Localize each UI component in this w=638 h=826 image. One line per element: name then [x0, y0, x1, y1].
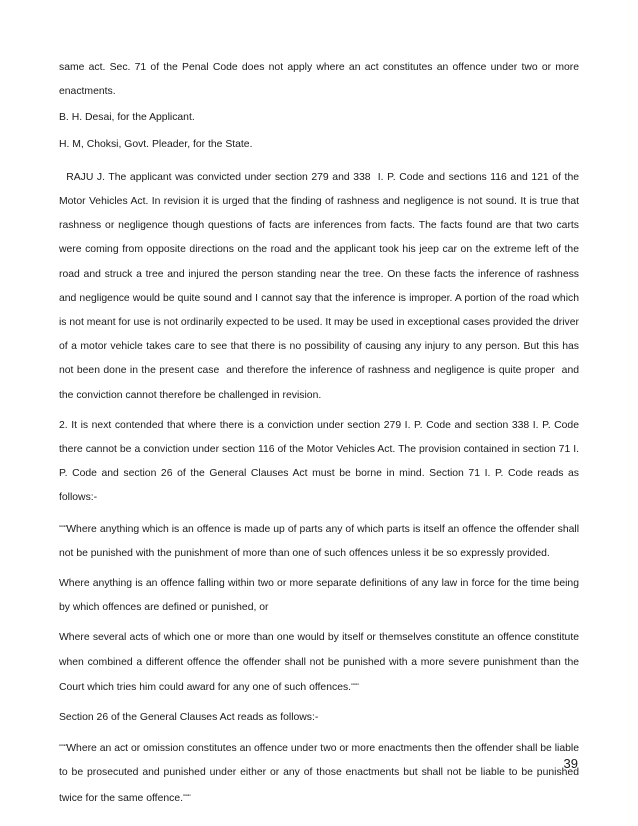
page-number: 39: [563, 756, 578, 771]
quote-text: Where an act or omission constitutes an offence under two or more enactments then the offender shall be liable to be prosecuted and punished under either or any of those enactments but shall not be liable to be punished twice for the same offence.: [59, 743, 579, 804]
paragraph-quote-section-71-b: Where anything is an offence falling within two or more separate definitions of any law in force for the time being by which offences are defined or punished, or: [59, 578, 579, 614]
paragraph-quote-section-71-c: [59, 626, 579, 700]
closing-quote-mark: """": [182, 793, 191, 801]
quote-text: Where anything which is an offence is made up of parts any of which parts is itself an offence the offender shall not be punished with the punishment of more than one of such offences unless it be so expressly provided.: [59, 523, 579, 559]
document-body: [59, 56, 582, 811]
paragraph-judgment: RAJU J. The applicant was convicted under section 279 and 338 I. P. Code and sections 116 and 121 of the Motor Vehicles Act. In revision it is urged that the finding of rashness and negligence is not sound. It is true that rashness or negligence though questions of facts are inferences from facts. The facts found are that two carts were coming from opposite directions on the road and the applicant took his jeep car on the extreme left of the road and struck a tree and injured the person standing near the tree. On these facts the inference of rashness and negligence would be quite sound and I cannot say that the inference is improper. A portion of the road which is not meant for use is not ordinarily expected to be used. It may be used in exceptional cases provided the driver of a motor vehicle takes care to see that there is no possibility of causing any injury to any person. But this has not been done in the present case and therefore the inference of rashness and negligence is quite proper and the conviction cannot therefore be challenged in revision.: [59, 171, 582, 401]
opening-quote-mark: """": [59, 744, 67, 752]
opening-quote-mark: """": [59, 524, 67, 532]
paragraph-headnote: same act. Sec. 71 of the Penal Code does not apply where an act constitutes an offence under two or more enactments.: [59, 62, 579, 98]
paragraph-contention: 2. It is next contended that where there is a conviction under section 279 I. P. Code and section 338 I. P. Code there cannot be a conviction under section 116 of the Motor Vehicles Act. The provision contained in section 71 I. P. Code and section 26 of the General Clauses Act must be borne in mind. Section 71 I. P. Code reads as follows:-: [59, 419, 579, 504]
paragraph-quote-section-26: [59, 736, 579, 811]
paragraph-state-counsel: H. M, Choksi, Govt. Pleader, for the State.: [59, 138, 253, 150]
closing-quote-mark: """": [351, 682, 359, 690]
quote-text: Where several acts of which one or more than one would by itself or themselves constitute an offence constitute when combined a different offence the offender shall not be punished with a more severe punishment than the Court which tries him could award for any one of such offences.: [59, 632, 579, 693]
paragraph-quote-section-71-a: [59, 517, 579, 566]
paragraph-section-26-intro: Section 26 of the General Clauses Act reads as follows:-: [59, 712, 319, 724]
paragraph-applicant-counsel: B. H. Desai, for the Applicant.: [59, 112, 195, 124]
